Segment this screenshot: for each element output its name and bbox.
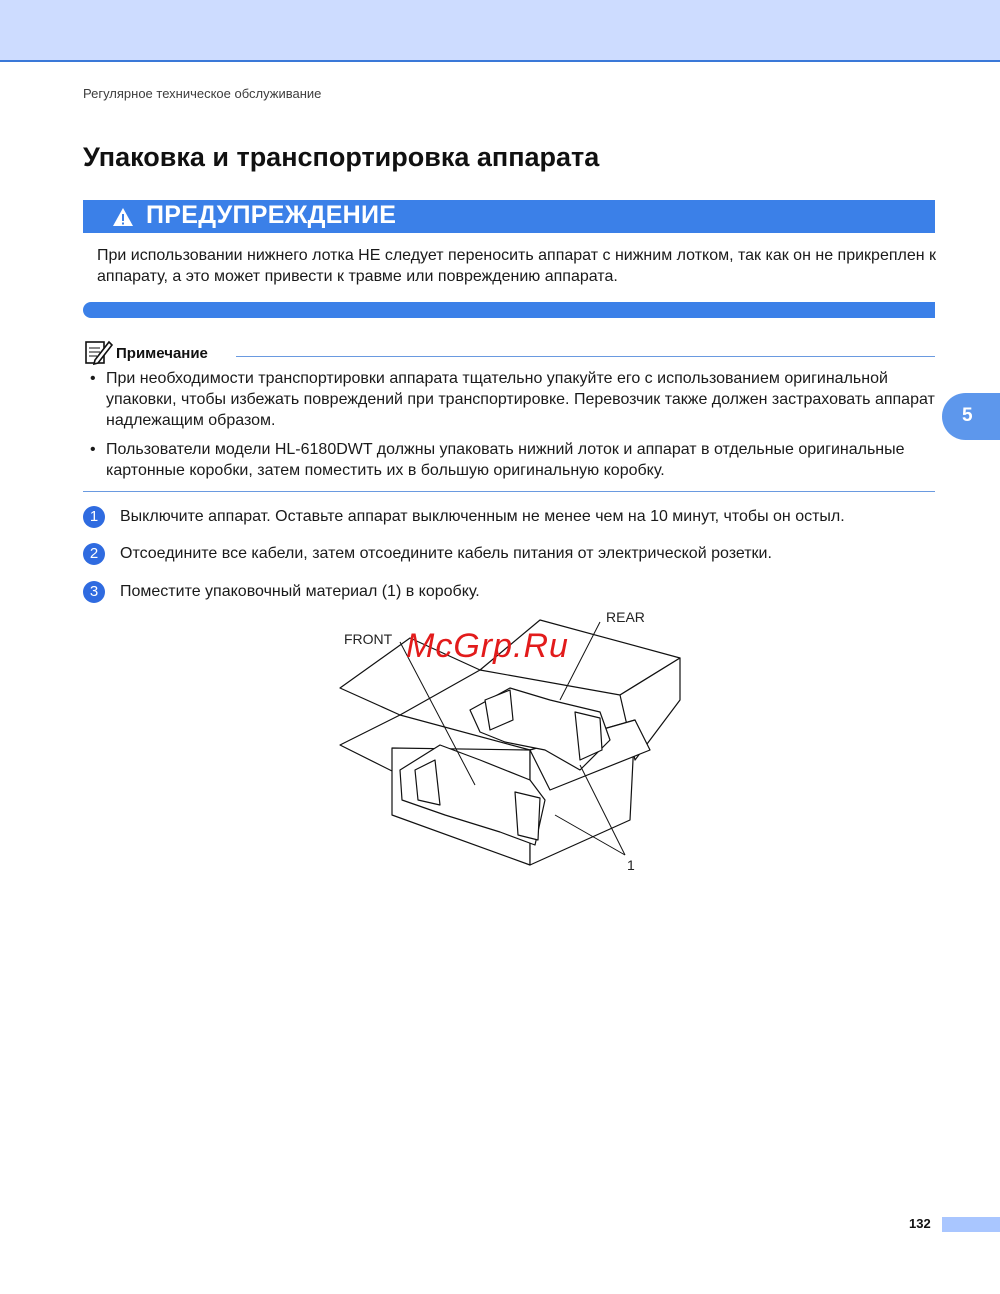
front-label: FRONT [344,631,393,647]
rear-label: REAR [606,609,645,625]
warning-footer-bar [83,302,935,318]
note-pencil-icon [83,338,113,366]
step-text: Выключите аппарат. Оставьте аппарат выключенным не менее чем на 10 минут, чтобы он остыл. [120,508,845,525]
warning-triangle-icon [112,207,134,227]
list-item: • При необходимости транспортировки аппарата тщательно упакуйте его с использованием оригинальной упаковки, чтобы избежать повреждений при транспортировке. Перевозчик также должен застраховать аппарат надлежащим образом. [90,368,935,431]
chapter-tab-number: 5 [962,405,973,426]
page-number: 132 [909,1216,931,1231]
step-number-icon: 3 [83,581,105,603]
step-number-icon: 2 [83,543,105,565]
callout-label: 1 [627,857,635,873]
note-divider [236,356,935,357]
step-text: Поместите упаковочный материал (1) в коробку. [120,583,480,600]
breadcrumb: Регулярное техническое обслуживание [83,86,322,101]
step-number-icon: 1 [83,506,105,528]
header-band [0,0,1000,60]
step-text: Отсоедините все кабели, затем отсоедините кабель питания от электрической розетки. [120,545,772,562]
warning-text: При использовании нижнего лотка НЕ следует переносить аппарат с нижним лотком, так как он не прикреплен к аппарату, а это может привести к травме или повреждению аппарата. [97,247,937,285]
note-title: Примечание [116,345,208,362]
page-title: Упаковка и транспортировка аппарата [83,142,600,172]
warning-title: ПРЕДУПРЕЖДЕНИЕ [146,201,397,229]
header-divider [0,60,1000,62]
list-item: • Пользователи модели HL-6180DWT должны упаковать нижний лоток и аппарат в отдельные оригинальные картонные коробки, затем поместить их в большую оригинальную коробку. [90,439,935,481]
page-footer-tab [942,1217,1000,1232]
note-end-divider [83,491,935,492]
note-list [90,368,935,489]
watermark-text: McGrp.Ru [406,627,569,665]
